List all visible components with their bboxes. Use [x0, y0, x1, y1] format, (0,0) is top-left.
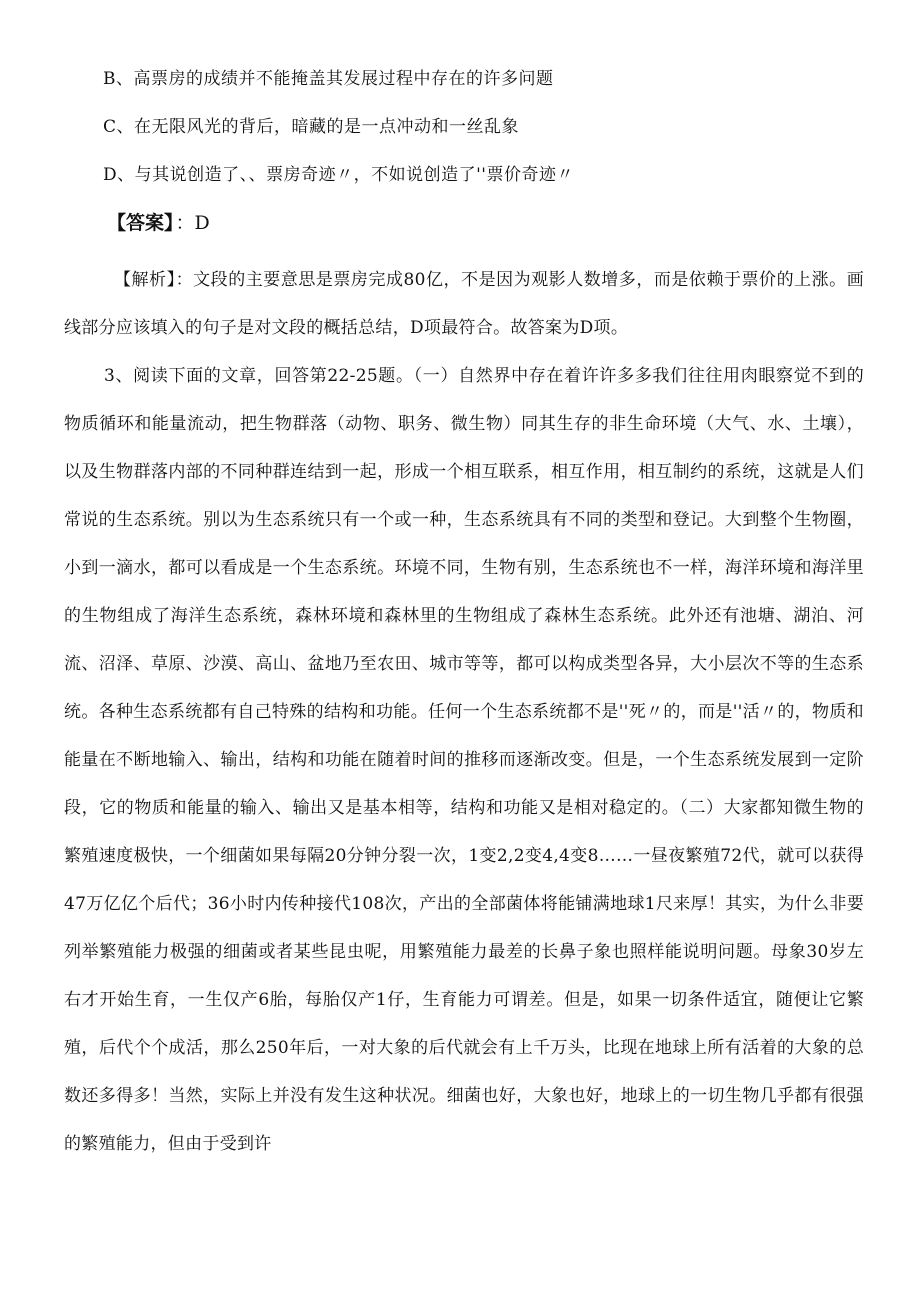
- reading-passage: 3、阅读下面的文章，回答第22-25题。（一）自然界中存在着许许多多我们往往用肉眼察觉不到的物质循环和能量流动，把生物群落（动物、职务、微生物）同其生存的非生命环境（大气、水、土壤），以及生物群落内部的不同种群连结到一起，形成一个相互联系，相互作用，相互制约的系统，这就是人们常说的生态系统。别以为生态系统只有一个或一种，生态系统具有不同的类型和登记。大到整个生物圈，小到一滴水，都可以看成是一个生态系统。环境不同，生物有别，生态系统也不一样，海洋环境和海洋里的生物组成了海洋生态系统，森林环境和森林里的生物组成了森林生态系统。此外还有池塘、湖泊、河流、沼泽、草原、沙漠、高山、盆地乃至农田、城市等等，都可以构成类型各异，大小层次不等的生态系统。各种生态系统都有自己特殊的结构和功能。任何一个生态系统都不是''死〃的，而是''活〃的，物质和能量在不断地输入、输出，结构和功能在随着时间的推移而逐渐改变。但是，一个生态系统发展到一定阶段，它的物质和能量的输入、输出又是基本相等，结构和功能又是相对稳定的。（二）大家都知微生物的繁殖速度极快，一个细菌如果每隔20分钟分裂一次，1变2,2变4,4变8……一昼夜繁殖72代，就可以获得47万亿亿个后代；36小时内传种接代108次，产出的全部菌体将能铺满地球1尺来厚！其实，为什么非要列举繁殖能力极强的细菌或者某些昆虫呢，用繁殖能力最差的长鼻子象也照样能说明问题。母象30岁左右才开始生育，一生仅产6胎，每胎仅产1仔，生育能力可谓差。但是，如果一切条件适宜，随便让它繁殖，后代个个成活，那么250年后，一对大象的后代就会有上千万头，比现在地球上所有活着的大象的总数还多得多！当然，实际上并没有发生这种状况。细菌也好，大象也好，地球上的一切生物几乎都有很强的繁殖能力，但由于受到许: [64, 366, 864, 1154]
- answer-label: 【答案】: [107, 212, 174, 234]
- option-b: B、高票房的成绩并不能掩盖其发展过程中存在的许多问题: [103, 69, 554, 89]
- option-c: C、在无限风光的背后，暗藏的是一点冲动和一丝乱象: [103, 117, 520, 137]
- answer-value: ：D: [175, 212, 210, 234]
- analysis-paragraph: [64, 256, 864, 352]
- option-d: D、与其说创造了、、票房奇迹〃，不如说创造了''票价奇迹〃: [103, 165, 574, 185]
- analysis-label: 【解析】: [114, 270, 176, 290]
- answer-line: [107, 208, 210, 235]
- analysis-text: ：文段的主要意思是票房完成80亿，不是因为观影人数增多，而是依赖于票价的上涨。画线部分应该填入的句子是对文段的概括总结，D项最符合。故答案为D项。: [64, 270, 864, 338]
